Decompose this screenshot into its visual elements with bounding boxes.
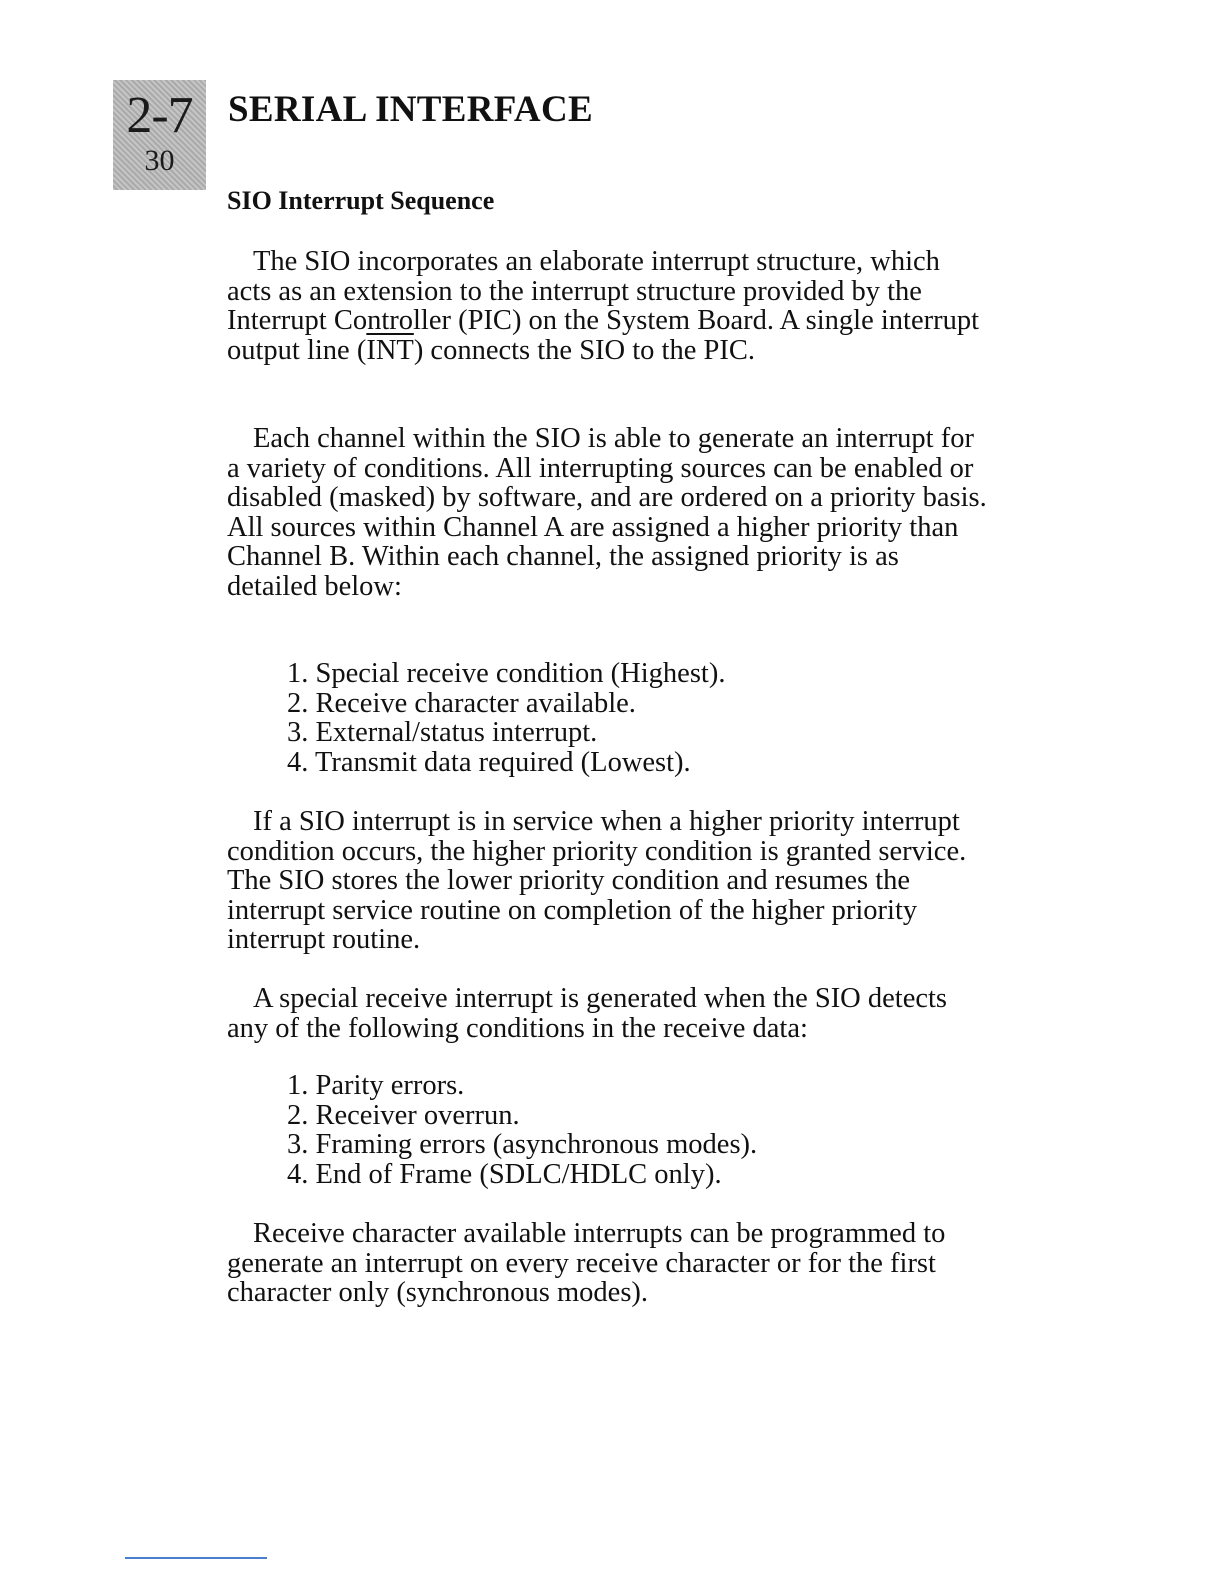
int-signal-label: $\overline{INT}$ <box>366 334 414 366</box>
paragraph-intro-tail: ) connects the SIO to the PIC. <box>413 334 755 366</box>
list-item: 2. Receiver overrun. <box>287 1099 520 1131</box>
conditions-list <box>287 1071 757 1189</box>
list-item: 1. Parity errors. <box>287 1070 465 1101</box>
section-tab <box>113 80 206 190</box>
list-item: 3. External/status interrupt. <box>287 717 598 748</box>
paragraph-special-receive: A special receive interrupt is generated when the SIO detects any of the following conditions in the receive data: <box>227 983 948 1044</box>
paragraph-intro-line: The SIO incorporates an elaborate interrupt structure, <box>253 246 864 277</box>
paragraph-intro-line: which acts as an extension to the interrupt structure <box>227 246 940 307</box>
list-item: 4. End of Frame (SDLC/HDLC only). <box>287 1158 722 1190</box>
paragraph-intro-line: Board. A single interrupt output line ( <box>227 305 979 366</box>
paragraph-intro-line: provided by the Interrupt Controller (PIC) on the System <box>227 275 922 336</box>
paragraph-receive-character: Receive character available interrupts can be programmed to generate an interrupt on every receive character or for the first character only (synchronous modes). <box>227 1218 946 1308</box>
list-item: 2. Receive character available. <box>287 687 636 719</box>
page-title: SERIAL INTERFACE <box>228 89 593 130</box>
list-item: 4. Transmit data required (Lowest). <box>287 746 691 778</box>
footer-rule <box>125 1557 267 1559</box>
paragraph-priority: If a SIO interrupt is in service when a higher priority interrupt condition occurs, the higher priority condition is granted service. The SIO stores the lower priority condition and resumes the interrupt service routine on completion of the higher priority interrupt routine. <box>227 806 967 955</box>
paragraph-channels: Each channel within the SIO is able to generate an interrupt for a variety of conditions. All interrupting sources can be enabled or disabled (masked) by software, and are ordered on a priority basis. All sources within Channel A are assigned a higher priority than Channel B. Within each channel, the assigned priority is as detailed below: <box>227 423 987 602</box>
priority-list <box>287 659 725 777</box>
paragraph-intro <box>227 247 987 365</box>
list-item: 3. Framing errors (asynchronous modes). <box>287 1129 758 1160</box>
section-number: 2-7 <box>126 87 193 144</box>
section-subtitle: SIO Interrupt Sequence <box>227 186 495 215</box>
list-item: 1. Special receive condition (Highest). <box>287 658 726 689</box>
page-number: 30 <box>144 144 175 177</box>
